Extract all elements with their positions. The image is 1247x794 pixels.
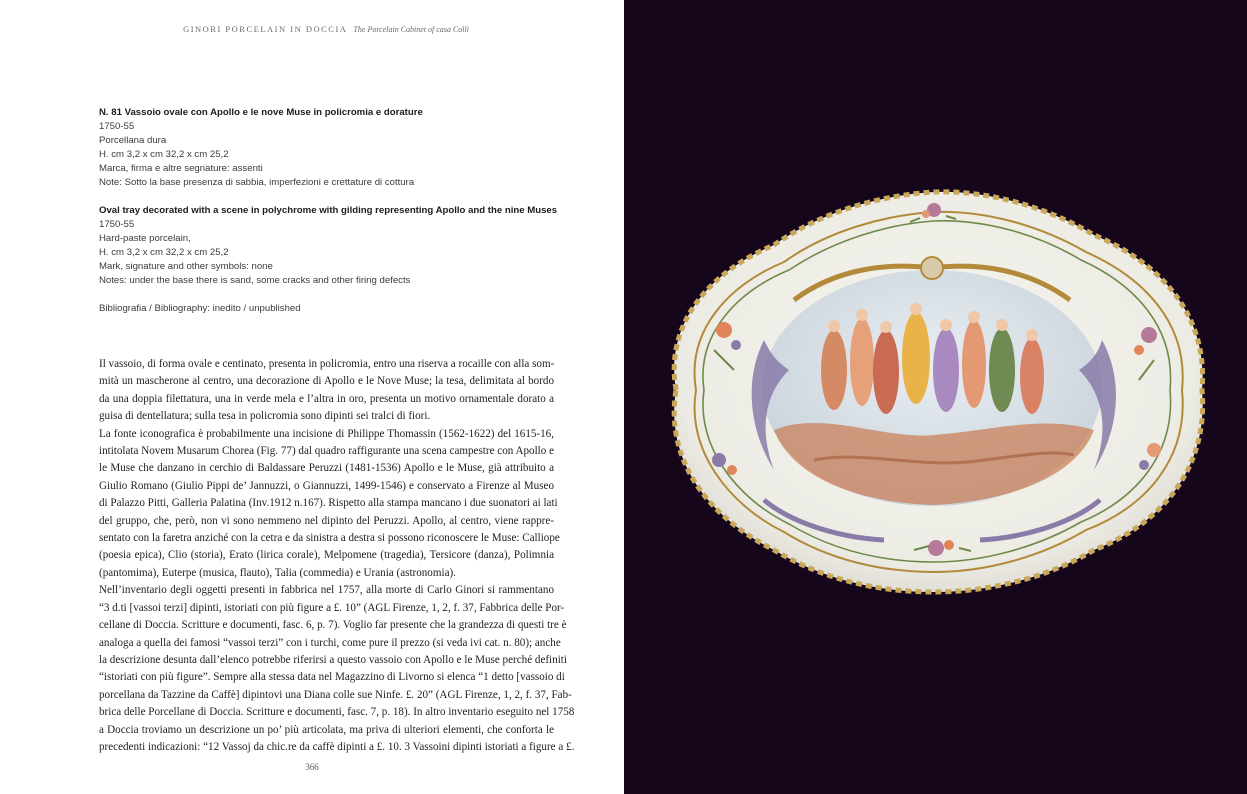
body-line: mità un mascherone al centro, una decorazione di Apollo e le Nove Muse; la tesa, delimitata al bordo bbox=[99, 375, 554, 388]
body-line: precedenti indicazioni: “12 Vassoj da chic.re da caffè dipinti a £. 10. 3 Vassoini dipinti istoriati a figure a £. bbox=[99, 740, 575, 753]
entry-note-it: Note: Sotto la base presenza di sabbia, imperfezioni e crettature di cottura bbox=[99, 177, 415, 188]
porcelain-tray-image bbox=[624, 0, 1247, 794]
entry-date-en: 1750-55 bbox=[99, 219, 135, 230]
entry-english bbox=[99, 204, 569, 288]
photo-page bbox=[624, 0, 1247, 794]
entry-italian bbox=[99, 106, 569, 190]
body-line: da una doppia filettatura, una in verde mela e l’altra in oro, presenta un motivo ornamentale dorato a bbox=[99, 392, 554, 405]
page-number: 366 bbox=[305, 762, 319, 772]
mascaron bbox=[921, 257, 943, 279]
body-line: cellane di Doccia. Scritture e documenti, fasc. 6, p. 7). Voglio far presente che la grandezza di questi tre è bbox=[99, 619, 567, 632]
body-line: (poesia epica), Clio (storia), Erato (lirica corale), Melpomene (tragedia), Tersicore (danza), Polimnia bbox=[99, 549, 554, 562]
body-line: Giulio Romano (Giulio Pippi de’ Jannuzzi, o Giannuzzi, 1499-1546) e conservato a Firenze al Museo bbox=[99, 479, 554, 492]
running-head bbox=[0, 24, 652, 34]
catalog-entry bbox=[99, 106, 569, 316]
entry-marks-it: Marca, firma e altre segnature: assenti bbox=[99, 163, 263, 174]
body-line: brica delle Porcellane di Doccia. Scritture e documenti, fasc. 7, p. 18). In altro inventario eseguito nel 1758 bbox=[99, 706, 575, 719]
body-line: le Muse che danzano in cerchio di Baldassare Peruzzi (1481-1536) Apollo e le Muse, già attribuito a bbox=[99, 462, 554, 475]
body-line: analoga a quella dei famosi “vassoi terzi” con i turchi, come pure il prezzo (si veda ivi cat. n. 80); anche bbox=[99, 636, 561, 649]
body-line: di Palazzo Pitti, Galleria Palatina (Inv.1912 n.167). Rispetto alla stampa mancano i due suonatori ai lati bbox=[99, 497, 558, 510]
body-line: “3 d.ti [vassoi terzi] dipinti, istoriati con più figure a £. 10” (AGL Firenze, 1, 2, f. 37, Fabbrica delle Por- bbox=[99, 601, 565, 614]
entry-dimensions-en: H. cm 3,2 x cm 32,2 x cm 25,2 bbox=[99, 247, 229, 258]
body-line: a Doccia troviamo un descrizione un po’ più articolata, ma priva di ulteriori elementi, che conforta le bbox=[99, 723, 554, 736]
body-line: intitolata Novem Musarum Chorea (Fig. 77) dal quadro raffigurante una scena campestre con Apollo e bbox=[99, 445, 554, 458]
entry-title-en: Oval tray decorated with a scene in polychrome with gilding representing Apollo and the nine Muses bbox=[99, 205, 558, 216]
entry-date-it: 1750-55 bbox=[99, 121, 135, 132]
body-line: la descrizione desunta dall’elenco potrebbe riferirsi a questo vassoio con Apollo e le Muse perché definiti bbox=[99, 653, 567, 666]
running-head-title: GINORI PORCELAIN IN DOCCIA bbox=[183, 24, 348, 34]
entry-title-it: N. 81 Vassoio ovale con Apollo e le nove Muse in policromia e dorature bbox=[99, 107, 423, 118]
body-line: guisa di dentellatura; sulla tesa in policromia sono dipinti sei tralci di fiori. bbox=[99, 410, 431, 423]
entry-material-it: Porcellana dura bbox=[99, 135, 167, 146]
bibliography: Bibliografia / Bibliography: inedito / unpublished bbox=[99, 303, 301, 314]
entry-material-en: Hard-paste porcelain, bbox=[99, 233, 191, 244]
body-line: Il vassoio, di forma ovale e centinato, presenta in policromia, entro una riserva a rocaille con alla som- bbox=[99, 358, 555, 370]
body-line: porcellana da Tazzine da Caffè] dipintovi una Diana colle sue Ninfe. £. 20” (AGL Firenze, 1, 2, f. 37, Fab- bbox=[99, 688, 572, 701]
entry-note-en: Notes: under the base there is sand, some cracks and other firing defects bbox=[99, 275, 411, 286]
body-line: Nell’inventario degli oggetti presenti in fabbrica nel 1757, alla morte di Carlo Ginori si rammentano bbox=[99, 584, 554, 597]
running-head-subtitle: The Porcelain Cabinet of casa Colli bbox=[353, 25, 469, 34]
body-text bbox=[99, 356, 575, 756]
entry-marks-en: Mark, signature and other symbols: none bbox=[99, 261, 273, 272]
body-line: sentato con la faretra anziché con la cetra e da sinistra a destra si possono riconoscere le Muse: Calliope bbox=[99, 532, 560, 545]
entry-dimensions-it: H. cm 3,2 x cm 32,2 x cm 25,2 bbox=[99, 149, 229, 160]
body-line: (pantomima), Euterpe (musica, flauto), Talia (commedia) e Urania (astronomia). bbox=[99, 566, 456, 579]
body-line: del gruppo, che, però, non vi sono nemmeno nel dipinto del Peruzzi. Apollo, al centro, viene rappre- bbox=[99, 514, 554, 527]
body-line: La fonte iconografica è probabilmente una incisione di Philippe Thomassin (1562-1622) del 1615-16, bbox=[99, 427, 554, 440]
body-line: “istoriati con più figure”. Sempre alla stessa data nel Magazzino di Livorno si elenca “1 detto [vassoio di bbox=[99, 671, 565, 684]
